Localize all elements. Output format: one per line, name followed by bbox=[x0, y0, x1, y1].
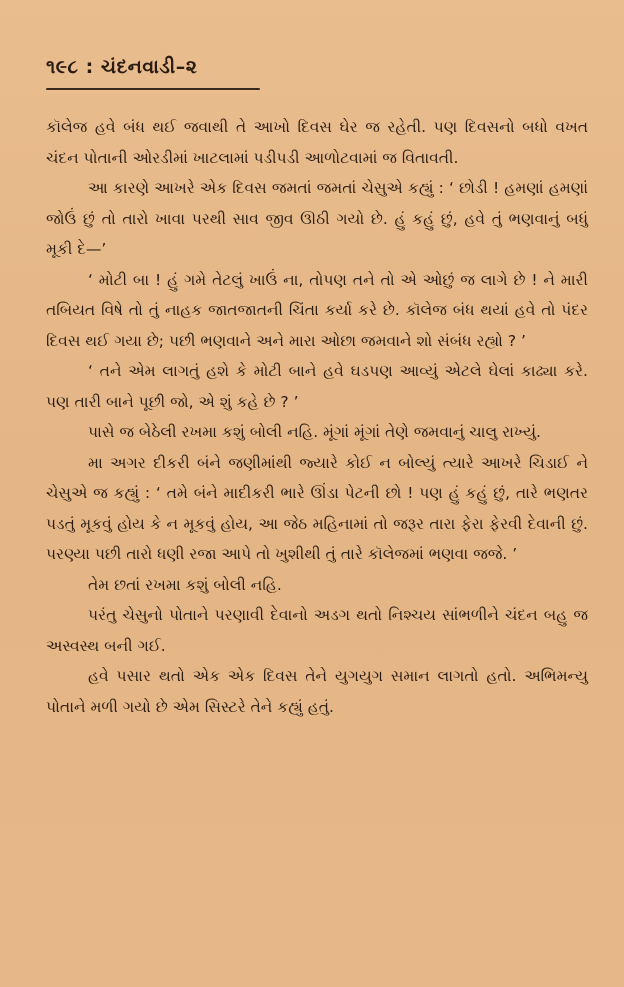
paragraph-7: તેમ છતાં રખમા કશું બોલી નહિ. bbox=[88, 575, 282, 594]
paragraph-5: પાસે જ બેઠેલી રખમા કશું બોલી નહિ. મૂંગાં મૂંગાં તેણે જમવાનું ચાલુ રાખ્યું. bbox=[88, 423, 541, 441]
paragraph-3: ‘ મોટી બા ! હું ગમે તેટલું ખાઉં ના, તોપણ તને તો એ ઓછું જ લાગે છે ! ને મારી તબિયત વિષે તો તું નાહક જાતજાતની ચિંતા કર્યા કરે છે. કૉલેજ બંધ થયાં હવે તો પંદર દિવસ થઈ ગયા છે; પછી ભણવાને અને મારા ઓછા જમવાને શો સંબંધ રહ્યો ? ’ bbox=[46, 270, 588, 350]
paragraph-8: પરંતુ ચેસુનો પોતાને પરણાવી દેવાનો અડગ થતો નિશ્ચય સાંભળીને ચંદન બહુ જ અસ્વસ્થ બની ગઈ. bbox=[46, 606, 588, 655]
book-title: ચંદનવાડી–૨ bbox=[100, 56, 198, 78]
paragraph-4: ‘ તને એમ લાગતું હશે કે મોટી બાને હવે ઘડપણ આવ્યું એટલે ઘેલાં કાઢ્યા કરે. પણ તારી બાને પૂછી જો, એ શું કહે છે ? ’ bbox=[46, 362, 588, 411]
paragraph-2: આ કારણે આખરે એક દિવસ જમતાં જમતાં ચેસુએ કહ્યું : ‘ છોડી ! હમણાં હમણાં જોઉં છું તો તારો ખાવા પરથી સાવ જીવ ઊઠી ગયો છે. હું કહું છું, હવે તું ભણવાનું બધું મૂકી દે—’ bbox=[46, 179, 588, 258]
paragraph-1: કૉલેજ હવે બંધ થઈ જવાથી તે આખો દિવસ ઘેર જ રહેતી. પણ દિવસનો બધો વખત ચંદન પોતાની ઓરડીમાં ખાટલામાં પડીપડી આળોટવામાં જ વિતાવતી. bbox=[46, 118, 588, 167]
paragraph-6: મા અગર દીકરી બંને જણીમાંથી જ્યારે કોઈ ન બોલ્યું ત્યારે આખરે ચિડાઈ ને ચેસુએ જ કહ્યું : ‘ તમે બંને માદીકરી ભારે ઊંડા પેટની છો ! પણ હું કહું છું, તારે ભણતર પડતું મૂકવું હોય કે ન મૂકવું હોય, આ જેઠ મહિનામાં તો જરૂર તારા ફેરા ફેરવી દેવાની છું. પરણ્યા પછી તારો ધણી રજા આપે તો ખુશીથી તું તારે કૉલેજમાં ભણવા જજે. ’ bbox=[46, 453, 588, 563]
header-separator: : bbox=[85, 56, 94, 78]
paragraph-9: હવે પસાર થતો એક એક દિવસ તેને યુગયુગ સમાન લાગતો હતો. અભિમન્યુ પોતાને મળી ગયો છે એમ સિસ્ટરે તેને કહ્યું હતું. bbox=[46, 667, 588, 716]
body-text bbox=[46, 112, 588, 722]
header-underline bbox=[46, 88, 260, 90]
page-number: ૧૯૮ bbox=[46, 56, 79, 78]
running-header bbox=[46, 56, 197, 78]
